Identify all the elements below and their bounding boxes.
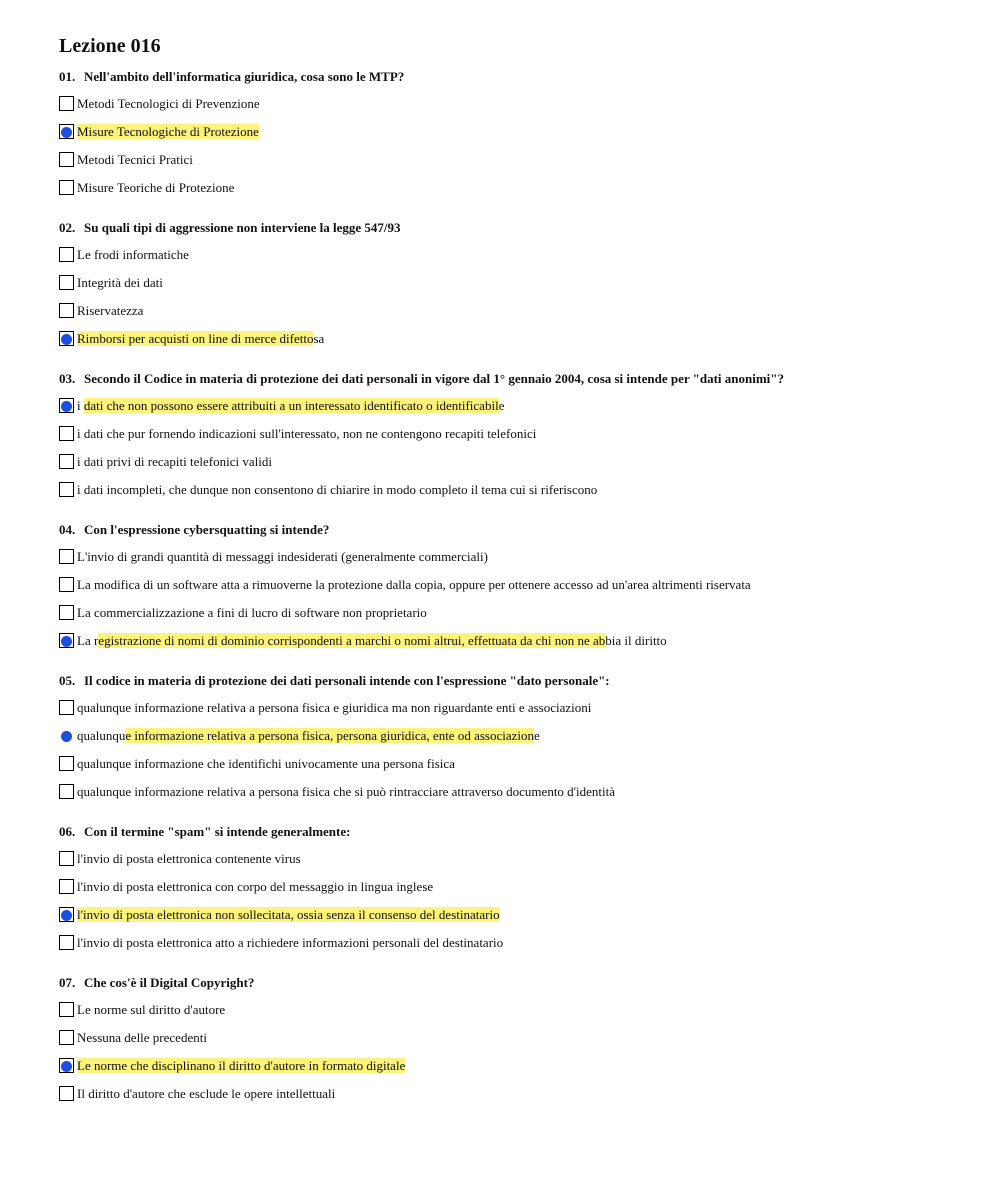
answer-option[interactable]: [59, 548, 979, 566]
answer-label: [77, 727, 540, 745]
quiz-page: [59, 32, 979, 1125]
answer-text: bia il diritto: [605, 633, 667, 648]
question-text: [59, 672, 979, 690]
answer-checkbox[interactable]: [59, 756, 74, 771]
selected-marker-icon: [61, 1061, 72, 1072]
question-spacer: [59, 509, 979, 521]
answer-checkbox[interactable]: [59, 851, 74, 866]
answer-text: Riservatezza: [77, 303, 144, 318]
answer-option[interactable]: [59, 906, 979, 924]
answer-label: [77, 123, 259, 141]
answer-label: [77, 850, 301, 868]
answer-option[interactable]: [59, 123, 979, 141]
answer-label: [77, 481, 597, 499]
question-2: [59, 219, 979, 370]
answer-option[interactable]: [59, 632, 979, 650]
answer-label: [77, 604, 427, 622]
answer-checkbox[interactable]: [59, 1030, 74, 1045]
selected-marker-icon: [61, 127, 72, 138]
answer-text: i: [77, 398, 84, 413]
answer-text: Metodi Tecnici Pratici: [77, 152, 193, 167]
answer-text: Integrità dei dati: [77, 275, 163, 290]
question-list: [59, 68, 979, 1125]
answer-checkbox[interactable]: [59, 1086, 74, 1101]
answer-label: [77, 95, 260, 113]
answer-text: Le norme sul diritto d'autore: [77, 1002, 226, 1017]
answer-label: [77, 302, 143, 320]
answer-checkbox[interactable]: [59, 303, 74, 318]
answer-option[interactable]: [59, 934, 979, 952]
question-label: Il codice in materia di protezione dei dati personali intende con l'espressione "dato personale":: [84, 673, 610, 688]
answer-label: [77, 1029, 207, 1047]
answer-text: La commercializzazione a fini di lucro di software non proprietario: [77, 605, 427, 620]
answer-text: qualunque informazione relativa a persona fisica che si può rintracciare attraverso documento d'identità: [77, 784, 616, 799]
answer-checkbox[interactable]: [59, 784, 74, 799]
answer-label: [77, 632, 667, 650]
answer-text: l'invio di posta elettronica con corpo del messaggio in lingua inglese: [77, 879, 434, 894]
answer-label: [77, 330, 324, 348]
question-3: [59, 370, 979, 521]
answer-option[interactable]: [59, 604, 979, 622]
answer-text: Il diritto d'autore che esclude le opere intellettuali: [77, 1086, 336, 1101]
answer-label: [77, 397, 504, 415]
answer-checkbox[interactable]: [59, 879, 74, 894]
answer-checkbox[interactable]: [59, 700, 74, 715]
question-label: Che cos'è il Digital Copyright?: [84, 975, 255, 990]
answer-option[interactable]: [59, 1001, 979, 1019]
question-spacer: [59, 962, 979, 974]
answer-checkbox[interactable]: [59, 247, 74, 262]
answer-label: [77, 934, 503, 952]
answer-text: qualunque informazione relativa a persona fisica e giuridica ma non riguardante enti e associazioni: [77, 700, 592, 715]
answer-text: L'invio di grandi quantità di messaggi indesiderati (generalmente commerciali): [77, 549, 488, 564]
answer-option[interactable]: [59, 727, 979, 745]
answer-option[interactable]: [59, 425, 979, 443]
page-title: Lezione 016: [59, 35, 161, 57]
answer-text: l'invio di posta elettronica atto a richiedere informazioni personali del destinatario: [77, 935, 504, 950]
question-label: Secondo il Codice in materia di protezione dei dati personali in vigore dal 1° gennaio 2004, cosa si intende per "dati anonimi"?: [84, 371, 784, 386]
answer-text: e: [498, 398, 505, 413]
question-spacer: [59, 358, 979, 370]
answer-text: Misure Teoriche di Protezione: [77, 180, 235, 195]
answer-text: i dati privi di recapiti telefonici validi: [77, 454, 272, 469]
answer-checkbox[interactable]: [59, 275, 74, 290]
question-number: 07.: [59, 975, 76, 990]
answer-text: sa: [313, 331, 325, 346]
answer-checkbox[interactable]: [59, 454, 74, 469]
question-number: 03.: [59, 371, 76, 386]
answer-option[interactable]: [59, 481, 979, 499]
highlighted-text: Rimborsi per acquisti on line di merce difetto: [77, 331, 314, 346]
selected-marker-icon: [61, 334, 72, 345]
highlighted-text: Misure Tecnologiche di Protezione: [77, 124, 259, 139]
answer-option[interactable]: [59, 330, 979, 348]
answer-option[interactable]: [59, 755, 979, 773]
answer-text: La r: [77, 633, 99, 648]
question-spacer: [59, 660, 979, 672]
answer-text: qualunqu: [77, 728, 126, 743]
selected-marker-icon: [61, 910, 72, 921]
answer-label: [77, 1085, 335, 1103]
answer-label: [77, 1057, 405, 1075]
highlighted-text: egistrazione di nomi di dominio corrispondenti a marchi o nomi altrui, effettuata da chi non ne ab: [98, 633, 606, 648]
answer-text: l'invio di posta elettronica contenente virus: [77, 851, 301, 866]
answer-option[interactable]: [59, 576, 979, 594]
question-text: [59, 521, 979, 539]
answer-option[interactable]: [59, 453, 979, 471]
answer-option[interactable]: [59, 878, 979, 896]
question-1: [59, 68, 979, 219]
question-6: [59, 823, 979, 974]
answer-label: [77, 548, 488, 566]
answer-label: [77, 246, 189, 264]
answer-label: [77, 878, 433, 896]
answer-option[interactable]: [59, 850, 979, 868]
answer-label: [77, 576, 751, 594]
question-spacer: [59, 811, 979, 823]
answer-text: Le frodi informatiche: [77, 247, 189, 262]
answer-label: [77, 453, 272, 471]
answer-checkbox[interactable]: [59, 935, 74, 950]
selected-marker-icon: [61, 636, 72, 647]
answer-label: [77, 151, 193, 169]
answer-label: [77, 274, 163, 292]
question-spacer: [59, 1113, 979, 1125]
answer-label: [77, 755, 455, 773]
answer-text: e: [534, 728, 540, 743]
answer-checkbox[interactable]: [59, 549, 74, 564]
question-text: [59, 68, 979, 86]
answer-text: i dati incompleti, che dunque non consentono di chiarire in modo completo il tema cui si riferiscono: [77, 482, 598, 497]
answer-option[interactable]: [59, 246, 979, 264]
question-number: 04.: [59, 522, 76, 537]
answer-checkbox[interactable]: [59, 180, 74, 195]
answer-option[interactable]: [59, 1029, 979, 1047]
highlighted-text: dati che non possono essere attribuiti a un interessato identificato o identificabil: [83, 398, 499, 413]
question-text: [59, 823, 979, 841]
answer-label: [77, 1001, 225, 1019]
answer-text: Nessuna delle precedenti: [77, 1030, 207, 1045]
answer-label: [77, 699, 591, 717]
question-text: [59, 974, 979, 992]
answer-text: Metodi Tecnologici di Prevenzione: [77, 96, 260, 111]
question-label: Con il termine "spam" si intende generalmente:: [84, 824, 351, 839]
answer-option[interactable]: [59, 302, 979, 320]
answer-checkbox[interactable]: [59, 605, 74, 620]
answer-option[interactable]: [59, 274, 979, 292]
answer-checkbox[interactable]: [59, 1002, 74, 1017]
answer-text: i dati che pur fornendo indicazioni sull'interessato, non ne contengono recapiti telefonici: [77, 426, 537, 441]
answer-label: [77, 906, 500, 924]
question-5: [59, 672, 979, 823]
answer-option[interactable]: [59, 151, 979, 169]
question-number: 02.: [59, 220, 76, 235]
answer-label: [77, 425, 536, 443]
question-number: 05.: [59, 673, 76, 688]
question-label: Su quali tipi di aggressione non interviene la legge 547/93: [84, 220, 401, 235]
highlighted-text: Le norme che disciplinano il diritto d'autore in formato digitale: [77, 1058, 406, 1073]
question-spacer: [59, 207, 979, 219]
answer-checkbox[interactable]: [59, 152, 74, 167]
answer-checkbox[interactable]: [59, 96, 74, 111]
question-number: 01.: [59, 69, 76, 84]
answer-text: qualunque informazione che identifichi univocamente una persona fisica: [77, 756, 455, 771]
answer-option[interactable]: [59, 179, 979, 197]
answer-option[interactable]: [59, 699, 979, 717]
highlighted-text: e informazione relativa a persona fisica, persona giuridica, ente od associazion: [125, 728, 534, 743]
question-label: Con l'espressione cybersquatting si intende?: [84, 522, 330, 537]
question-label: Nell'ambito dell'informatica giuridica, cosa sono le MTP?: [84, 69, 405, 84]
highlighted-text: l'invio di posta elettronica non sollecitata, ossia senza il consenso del destinatario: [77, 907, 500, 922]
answer-option[interactable]: [59, 397, 979, 415]
selected-marker-icon: [61, 401, 72, 412]
answer-option[interactable]: [59, 1085, 979, 1103]
question-number: 06.: [59, 824, 76, 839]
question-7: [59, 974, 979, 1125]
answer-checkbox[interactable]: [59, 426, 74, 441]
question-text: [59, 370, 979, 388]
question-4: [59, 521, 979, 672]
selected-marker-icon: [61, 731, 72, 742]
answer-checkbox[interactable]: [59, 482, 74, 497]
answer-option[interactable]: [59, 783, 979, 801]
answer-option[interactable]: [59, 95, 979, 113]
answer-text: La modifica di un software atta a rimuoverne la protezione dalla copia, oppure per ottenere accesso ad un'area altrimenti riservata: [77, 577, 751, 592]
answer-label: [77, 179, 234, 197]
answer-checkbox[interactable]: [59, 577, 74, 592]
answer-option[interactable]: [59, 1057, 979, 1075]
answer-label: [77, 783, 615, 801]
question-text: [59, 219, 979, 237]
